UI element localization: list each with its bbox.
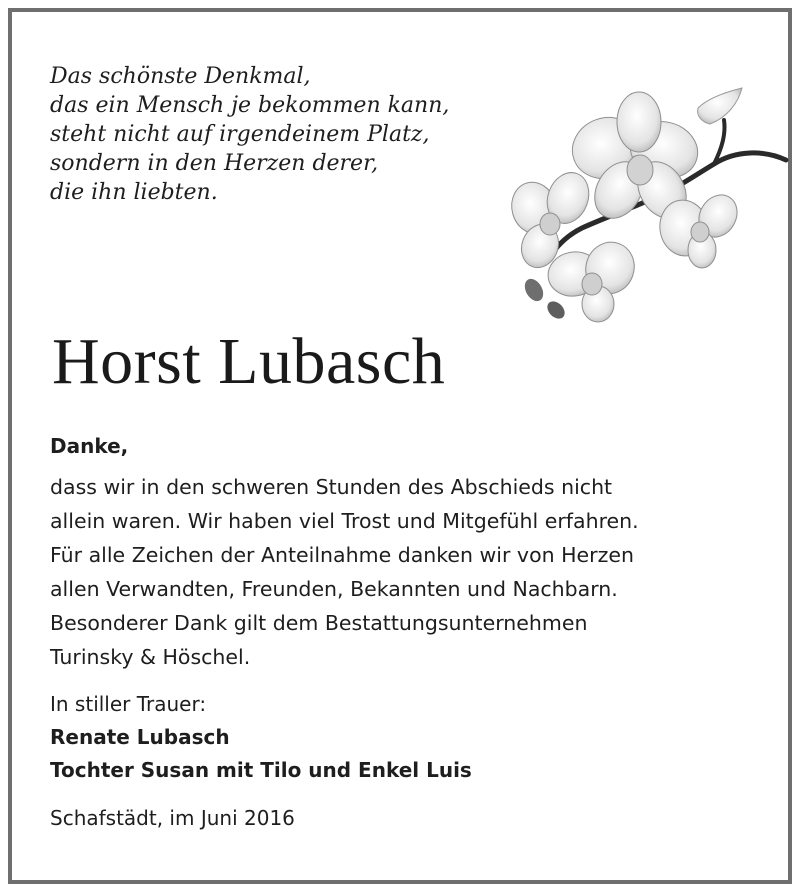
thanks-line: Für alle Zeichen der Anteilnahme danken wir von Herzen [50, 543, 634, 567]
mourner-name: Tochter Susan mit Tilo und Enkel Luis [50, 758, 472, 782]
memorial-poem [50, 62, 530, 207]
thanks-line: allein waren. Wir haben viel Trost und Mitgefühl erfahren. [50, 509, 639, 533]
place-and-date: Schafstädt, im Juni 2016 [50, 806, 295, 830]
poem-line: Das schönste Denkmal, [50, 64, 311, 89]
deceased-name: Horst Lubasch [52, 325, 446, 398]
thanks-line: Besonderer Dank gilt dem Bestattungsunternehmen [50, 611, 588, 635]
obituary-frame [8, 8, 792, 884]
poem-line: die ihn liebten. [50, 180, 218, 205]
thanks-line: allen Verwandten, Freunden, Bekannten und Nachbarn. [50, 577, 618, 601]
thanks-line: Turinsky & Höschel. [50, 645, 251, 669]
thanks-paragraph [50, 470, 770, 674]
mourning-label: In stiller Trauer: [50, 692, 207, 716]
thanks-line: dass wir in den schweren Stunden des Abschieds nicht [50, 475, 613, 499]
poem-line: sondern in den Herzen derer, [50, 151, 379, 176]
mourner-name: Renate Lubasch [50, 725, 230, 749]
thanks-section [50, 432, 770, 833]
poem-line: das ein Mensch je bekommen kann, [50, 93, 450, 118]
thanks-heading: Danke, [50, 434, 129, 458]
orchid-branch-icon [504, 78, 792, 328]
poem-line: steht nicht auf irgendeinem Platz, [50, 122, 430, 147]
